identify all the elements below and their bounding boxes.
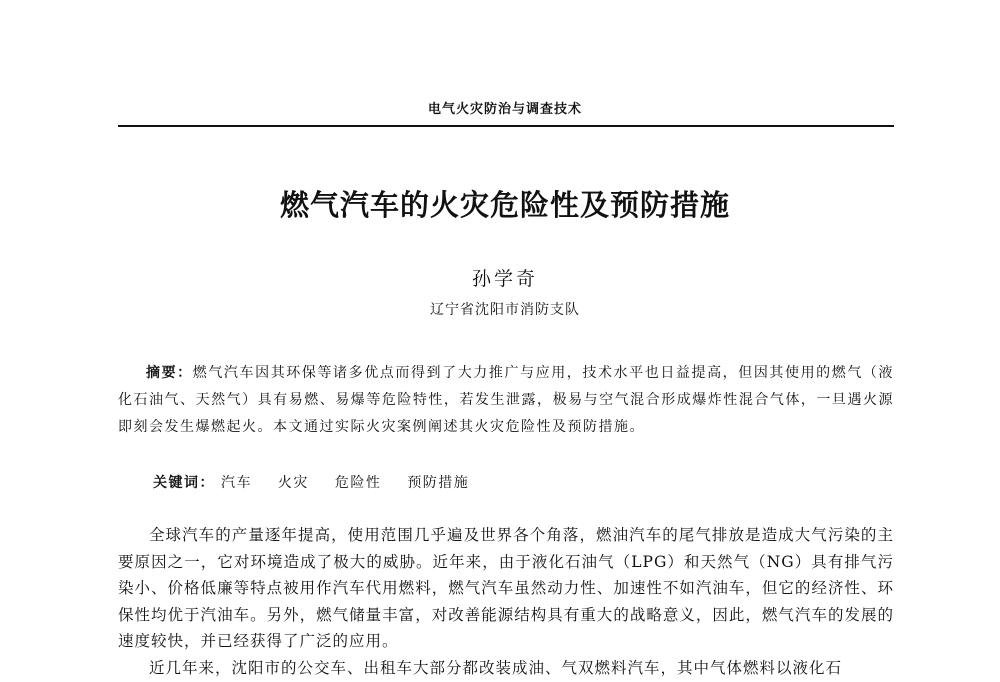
running-head: 电气火灾防治与调查技术: [427, 102, 582, 117]
body-paragraph-1: 全球汽车的产量逐年提高，使用范围几乎遍及世界各个角落，燃油汽车的尾气排放是造成大气污染的主要原因之一，它对环境造成了极大的威胁。近年来，由于液化石油气（LPG）和天然气（NG）具有排气污染小、价格低廉等特点被用作汽车代用燃料，燃气汽车虽然动力性、加速性不如汽油车，但它的经济性、环保性均优于汽油车。另外，燃气储量丰富，对改善能源结构具有重大的战略意义，因此，燃气汽车的发展的速度较快，并已经获得了广泛的应用。: [118, 526, 894, 650]
abstract-label: 摘要：: [146, 365, 193, 381]
header-rule: [118, 125, 894, 127]
abstract-text: 燃气汽车因其环保等诸多优点而得到了大力推广与应用，技术水平也日益提高，但因其使用的燃气（液化石油气、天然气）具有易燃、易爆等危险特性，若发生泄露，极易与空气混合形成爆炸性混合气体，一旦遇火源即刻会发生爆燃起火。本文通过实际火灾案例阐述其火灾危险性及预防措施。: [118, 365, 895, 435]
body-paragraph-2: 近几年来，沈阳市的公交车、出租车大部分都改装成油、气双燃料汽车，其中气体燃料以液化石: [149, 659, 843, 677]
keyword: 预防措施: [407, 475, 470, 491]
author-affiliation: 辽宁省沈阳市消防支队: [430, 302, 580, 318]
author-name: 孙学奇: [471, 268, 538, 290]
keyword: 火灾: [277, 475, 309, 491]
keywords: [153, 470, 489, 497]
keyword: 汽车: [220, 475, 252, 491]
keywords-label: 关键词：: [153, 475, 215, 491]
article-title: 燃气汽车的火灾危险性及预防措施: [279, 188, 730, 222]
keyword: 危险性: [334, 475, 382, 491]
abstract: [118, 360, 894, 441]
